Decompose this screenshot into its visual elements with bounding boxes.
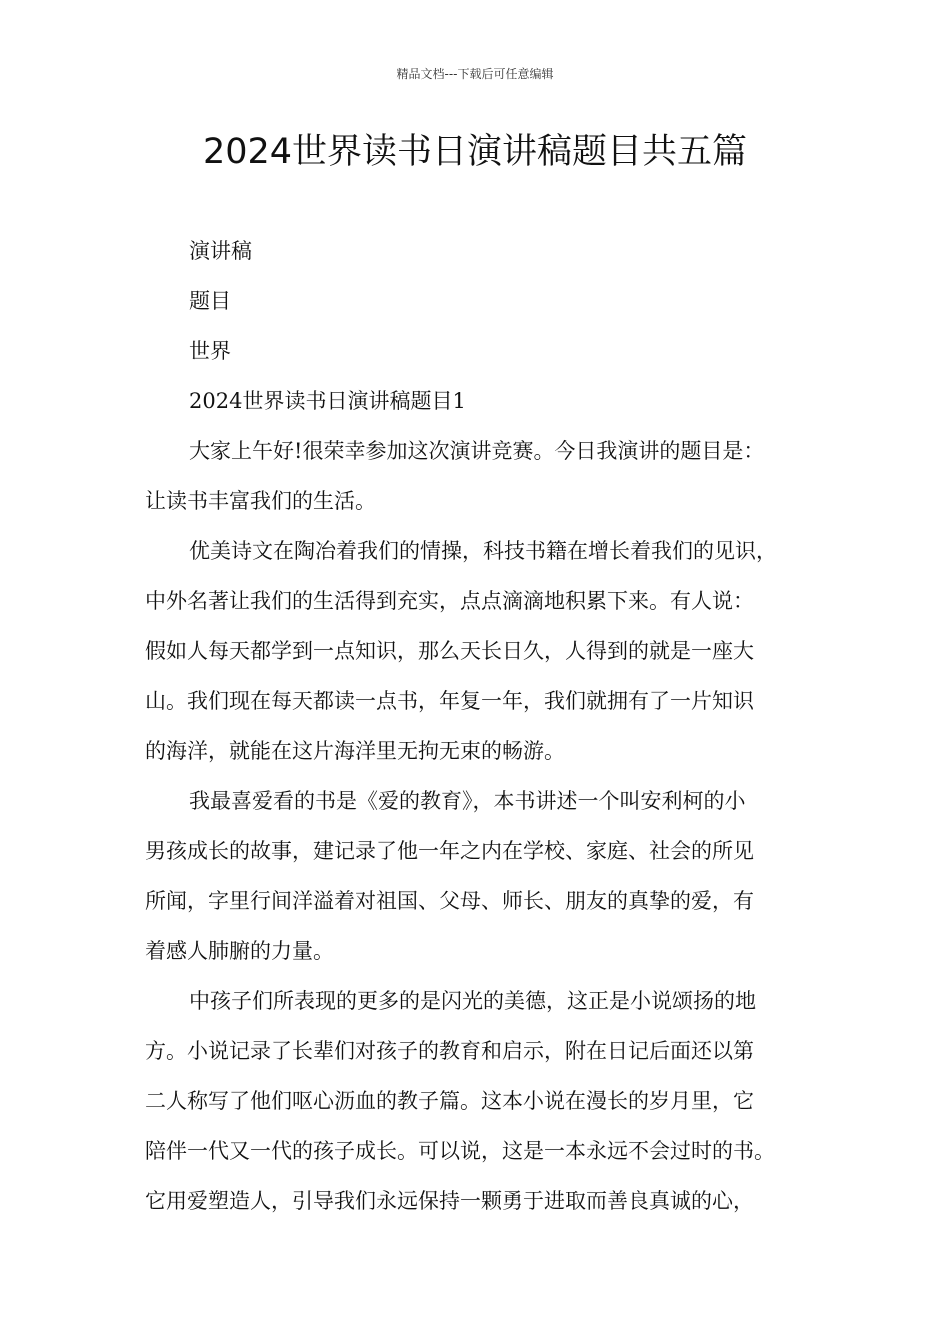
- paragraph-line: 假如人每天都学到一点知识，那么天长日久，人得到的就是一座大: [145, 639, 754, 663]
- paragraph-line: 中外名著让我们的生活得到充实，点点滴滴地积累下来。有人说：: [145, 589, 754, 613]
- paragraph-line: 我最喜爱看的书是《爱的教育》，本书讲述一个叫安利柯的小: [189, 789, 746, 813]
- paragraph-line: 着感人肺腑的力量。: [145, 939, 334, 963]
- keyword-2: 题目: [189, 289, 231, 313]
- paragraph-line: 方。小说记录了长辈们对孩子的教育和启示，附在日记后面还以第: [145, 1039, 754, 1063]
- document-body: [145, 226, 825, 1226]
- paragraph-line: 让读书丰富我们的生活。: [145, 489, 376, 513]
- paragraph-1: [145, 426, 825, 526]
- paragraph-4: [145, 976, 825, 1226]
- paragraph-3: [145, 776, 825, 976]
- keyword-3: 世界: [189, 339, 231, 363]
- paragraph-line: 优美诗文在陶冶着我们的情操，科技书籍在增长着我们的见识，: [189, 539, 777, 563]
- paragraph-line: 它用爱塑造人，引导我们永远保持一颗勇于进取而善良真诚的心，: [145, 1189, 754, 1213]
- paragraph-line: 男孩成长的故事，建记录了他一年之内在学校、家庭、社会的所见: [145, 839, 754, 863]
- keyword-1: 演讲稿: [189, 239, 252, 263]
- paragraph-line: 中孩子们所表现的更多的是闪光的美德，这正是小说颂扬的地: [189, 989, 756, 1013]
- paragraph-line: 山。我们现在每天都读一点书，年复一年，我们就拥有了一片知识: [145, 689, 754, 713]
- paragraph-line: 陪伴一代又一代的孩子成长。可以说，这是一本永远不会过时的书。: [145, 1139, 775, 1163]
- paragraph-line: 的海洋，就能在这片海洋里无拘无束的畅游。: [145, 739, 565, 763]
- header-note: 精品文档---下载后可任意编辑: [396, 67, 554, 81]
- document-title: 2024世界读书日演讲稿题目共五篇: [202, 132, 748, 172]
- paragraph-2: [145, 526, 825, 776]
- paragraph-line: 所闻，字里行间洋溢着对祖国、父母、师长、朋友的真挚的爱，有: [145, 889, 754, 913]
- section-heading: 2024世界读书日演讲稿题目1: [189, 389, 466, 413]
- paragraph-line: 二人称写了他们呕心沥血的教子篇。这本小说在漫长的岁月里，它: [145, 1089, 754, 1113]
- paragraph-line: 大家上午好!很荣幸参加这次演讲竞赛。今日我演讲的题目是：: [189, 439, 765, 463]
